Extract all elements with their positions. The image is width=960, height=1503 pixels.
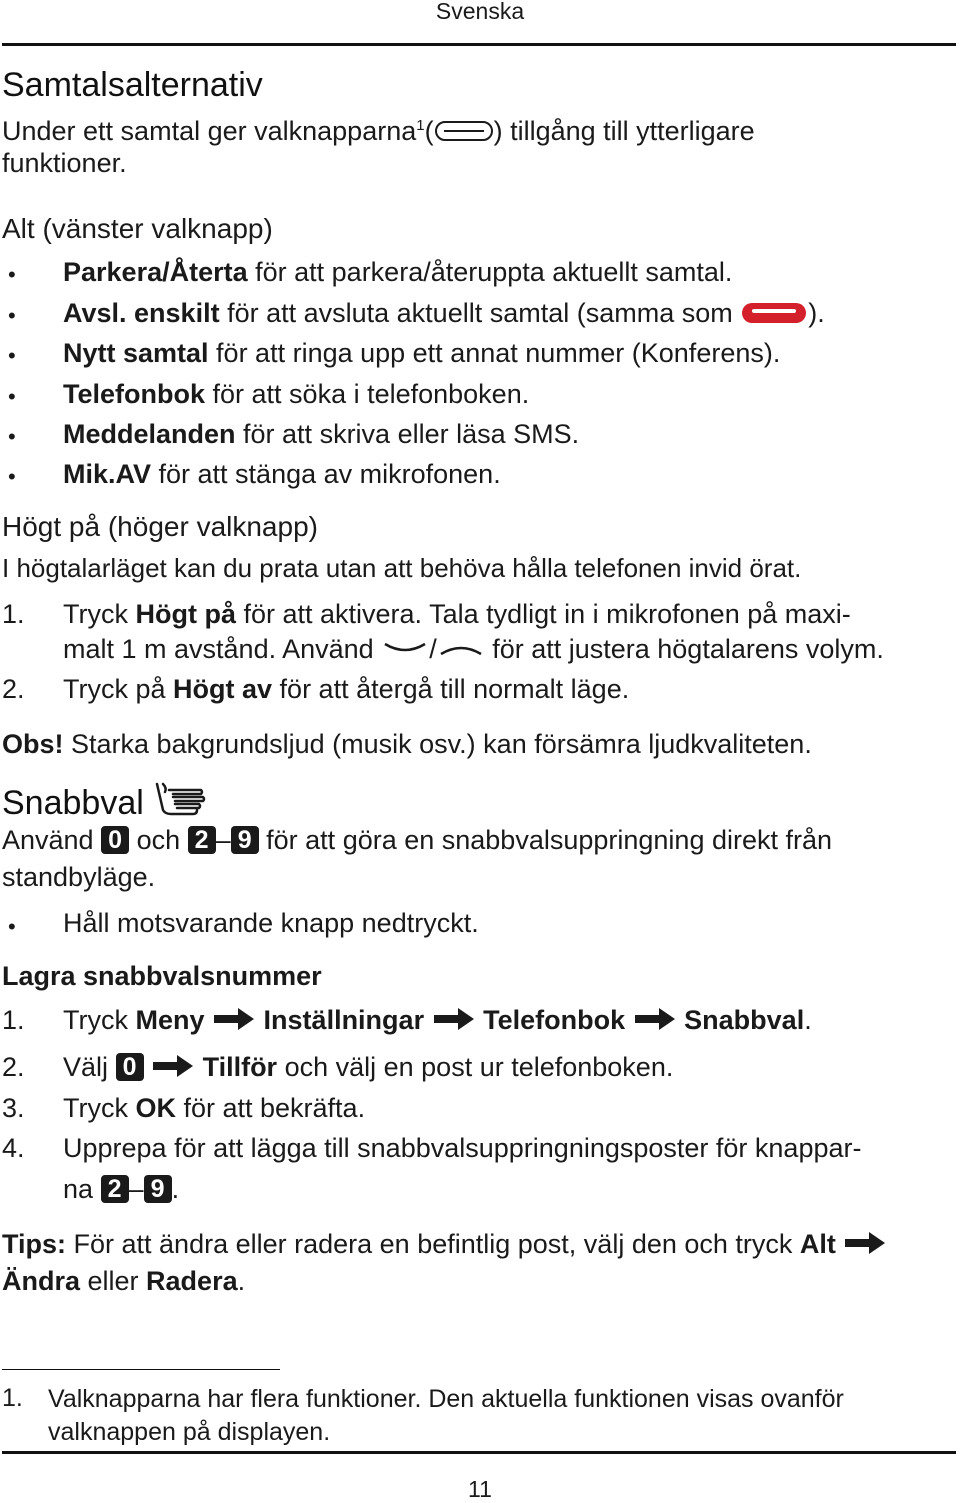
end-call-key-icon: [740, 300, 808, 326]
volume-up-icon: [437, 638, 485, 660]
intro-line-2: funktioner.: [2, 148, 127, 178]
footnote-line-1: Valknapparna har flera funktioner. Den aktuella funktionen visas ovanför: [48, 1385, 844, 1413]
key-0: 0: [101, 826, 129, 854]
lagra-heading: Lagra snabbvalsnummer: [2, 961, 322, 991]
key-2: 2: [188, 826, 216, 854]
snabbval-intro-line-2: standbyläge.: [2, 862, 156, 892]
key-9: 9: [231, 826, 259, 854]
tips-line-1: Tips: För att ändra eller radera en befintlig post, välj den och tryck Alt: [2, 1226, 887, 1262]
bullet-marker: •: [8, 464, 16, 489]
volume-down-icon: [381, 638, 429, 660]
arrow-right-icon: [633, 1006, 677, 1032]
speaker-heading: Högt på (höger valknapp): [2, 511, 318, 542]
arrow-right-icon: [212, 1006, 256, 1032]
snabbval-intro-line-1: Använd 0 och 2 – 9 för att göra en snabbvalsuppringning direkt från: [2, 825, 833, 855]
list-item: Håll motsvarande knapp nedtryckt.: [63, 908, 479, 938]
header-rule: [2, 43, 956, 46]
bullet-marker: •: [8, 303, 16, 328]
step-number: 4.: [2, 1133, 25, 1163]
tips-line-2: Ändra eller Radera.: [2, 1266, 246, 1296]
section-title-snabbval: Snabbval: [2, 780, 207, 823]
bullet-marker: •: [8, 262, 16, 287]
intro-line-1: Under ett samtal ger valknapparna$^1$( ) tillgång till ytterligare: [2, 116, 755, 146]
arrow-right-icon: [432, 1006, 476, 1032]
bullet-marker: •: [8, 384, 16, 409]
speaker-intro: I högtalarläget kan du prata utan att behöva hålla telefonen invid örat.: [2, 553, 802, 583]
softkey-icon: [434, 120, 494, 142]
key-9: 9: [144, 1175, 172, 1203]
footnote-rule: [2, 1369, 280, 1370]
step-text-continued: na 2 – 9 .: [63, 1174, 180, 1204]
list-item: Meddelanden för att skriva eller läsa SMS.: [63, 419, 580, 449]
section-title-samtalsalternativ: Samtalsalternativ: [2, 66, 263, 104]
footnote-number: 1.: [2, 1384, 23, 1412]
step-number: 2.: [2, 1052, 25, 1082]
key-0: 0: [116, 1053, 144, 1081]
list-item: Nytt samtal för att ringa upp ett annat nummer (Konferens).: [63, 338, 781, 368]
bullet-marker: •: [8, 343, 16, 368]
obs-note: Obs! Starka bakgrundsljud (musik osv.) kan försämra ljudkvaliteten.: [2, 729, 812, 759]
key-2: 2: [101, 1175, 129, 1203]
step-text-continued: malt 1 m avstånd. Använd / för att justera högtalarens volym.: [63, 634, 884, 664]
speed-dial-hand-icon: [153, 780, 207, 816]
list-item: Mik.AV för att stänga av mikrofonen.: [63, 459, 501, 489]
step-text: Upprepa för att lägga till snabbvalsuppringningsposter för knappar-: [63, 1133, 862, 1163]
list-item: Telefonbok för att söka i telefonboken.: [63, 379, 530, 409]
bullet-marker: •: [8, 914, 16, 939]
step-text: Tryck på Högt av för att återgå till normalt läge.: [63, 674, 630, 704]
step-text: Tryck OK för att bekräfta.: [63, 1093, 366, 1123]
list-item: Parkera/Återta för att parkera/återuppta aktuellt samtal.: [63, 257, 733, 287]
step-number: 1.: [2, 599, 25, 629]
step-number: 3.: [2, 1093, 25, 1123]
page-header-language: Svenska: [435, 0, 525, 24]
alt-heading: Alt (vänster valknapp): [2, 213, 273, 244]
arrow-right-icon: [843, 1230, 887, 1256]
footer-rule: [2, 1451, 956, 1454]
bullet-marker: •: [8, 424, 16, 449]
footnote-line-2: valknappen på displayen.: [48, 1418, 331, 1446]
step-number: 2.: [2, 674, 25, 704]
step-text: Tryck Högt på för att aktivera. Tala tydligt in i mikrofonen på maxi-: [63, 599, 851, 629]
page-number: 11: [468, 1476, 492, 1502]
list-item: Avsl. enskilt för att avsluta aktuellt samtal (samma som ).: [63, 298, 825, 328]
step-text: Tryck Meny Inställningar Telefonbok Snabbval.: [63, 1005, 812, 1035]
arrow-right-icon: [151, 1053, 195, 1079]
step-text: Välj 0 Tillför och välj en post ur telefonboken.: [63, 1052, 674, 1082]
step-number: 1.: [2, 1005, 25, 1035]
